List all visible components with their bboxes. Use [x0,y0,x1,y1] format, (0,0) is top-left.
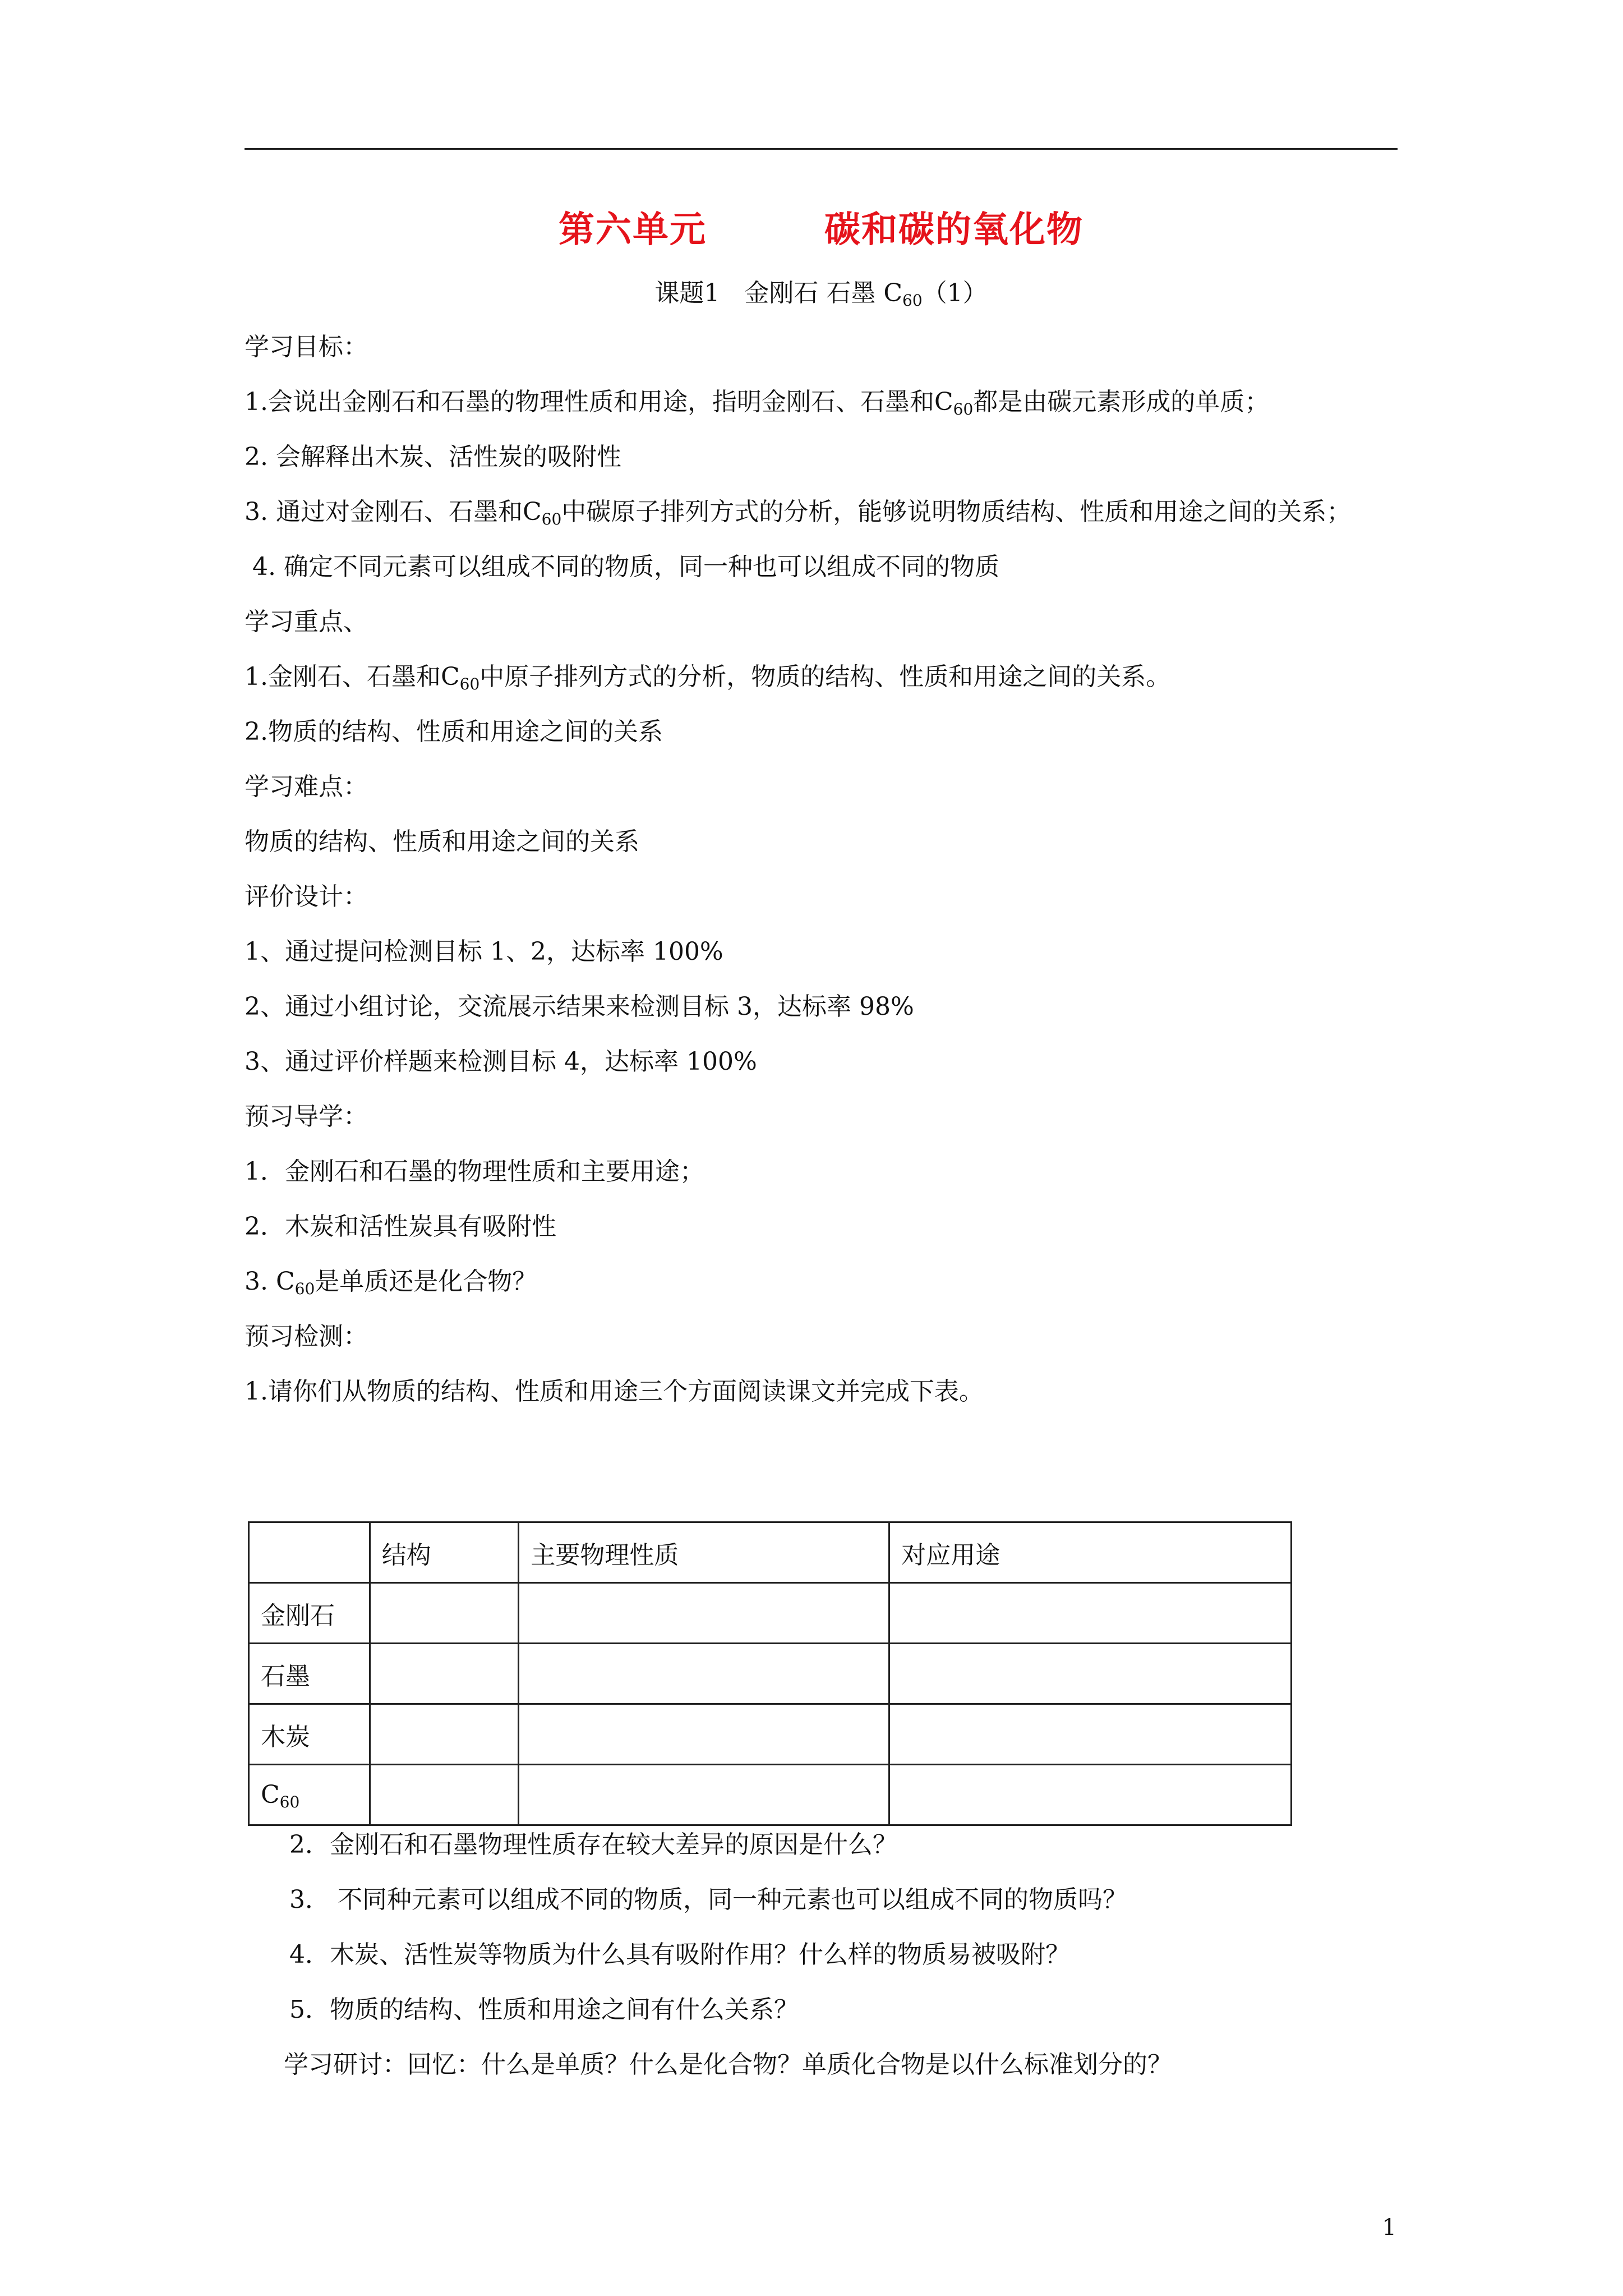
study-discussion: 学习研讨：回忆：什么是单质？什么是化合物？单质化合物是以什么标准划分的？ [284,2050,1172,2079]
question-2: 2．金刚石和石墨物理性质存在较大差异的原因是什么？ [289,1830,897,1859]
table-row [249,1583,1292,1644]
key-point-1: 1.金刚石、石墨和$C_{60}$中原子排列方式的分析，物质的结构、性质和用途之间的关系。 [245,662,1171,693]
title-topic: 碳和碳的氧化物 [824,209,1083,251]
preview-item-2: 2．木炭和活性炭具有吸附性 [245,1212,556,1241]
preview-item-3: 3. $C_{60}$是单质还是化合物？ [245,1267,537,1298]
goal-item-3: 3. 通过对金刚石、石墨和$C_{60}$中碳原子排列方式的分析，能够说明物质结构、性质和用途之间的关系； [245,498,1352,528]
table-row [249,1765,1292,1825]
header-rule [245,148,1398,150]
difficulties-heading: 学习难点： [245,772,368,801]
question-5: 5．物质的结构、性质和用途之间有什么关系？ [289,1995,799,2024]
row-label: $C_{60}$ [249,1765,370,1825]
table-header-cell: 对应用途 [889,1522,1292,1583]
check-heading: 预习检测： [245,1322,368,1351]
properties-table [248,1521,1292,1826]
table-row [249,1644,1292,1704]
table-header-row [249,1522,1292,1583]
title-unit: 第六单元 [559,209,707,251]
evaluation-item-2: 2、通过小组讨论，交流展示结果来检测目标 3，达标率 98% [245,992,914,1021]
difficulty-1: 物质的结构、性质和用途之间的关系 [245,827,639,856]
question-4: 4．木炭、活性炭等物质为什么具有吸附作用？什么样的物质易被吸附？ [289,1940,1070,1969]
preview-item-1: 1．金刚石和石墨的物理性质和主要用途； [245,1157,704,1186]
table-row [249,1704,1292,1765]
key-points-heading: 学习重点、 [245,608,368,636]
document-body [245,320,1398,1419]
page-number: 1 [1382,2215,1396,2240]
row-label: 木炭 [249,1704,370,1765]
table-header-cell: 主要物理性质 [519,1522,889,1583]
page-title [245,201,1398,252]
table-header-cell: 结构 [370,1522,519,1583]
lesson-subtitle: 课题1 金刚石 石墨 $C_{60}(1)$ [654,279,988,310]
row-label: 石墨 [249,1644,370,1704]
evaluation-heading: 评价设计： [245,882,368,911]
row-label: 金刚石 [249,1583,370,1644]
goal-item-1: 1.会说出金刚石和石墨的物理性质和用途，指明金刚石、石墨和$C_{60}$都是由碳元素形成的单质； [245,388,1270,418]
goals-heading: 学习目标： [245,333,368,361]
check-item-1: 1.请你们从物质的结构、性质和用途三个方面阅读课文并完成下表。 [245,1377,984,1406]
preview-heading: 预习导学： [245,1102,368,1131]
evaluation-item-3: 3、通过评价样题来检测目标 4，达标率 100% [245,1047,757,1076]
question-3: 3． 不同种元素可以组成不同的物质，同一种元素也可以组成不同的物质吗？ [289,1885,1127,1914]
key-point-2: 2.物质的结构、性质和用途之间的关系 [245,717,663,746]
table-header-cell [249,1522,370,1583]
questions-section [245,1818,1398,2092]
goal-item-2: 2. 会解释出木炭、活性炭的吸附性 [245,443,621,471]
goal-item-4: 4. 确定不同元素可以组成不同的物质，同一种也可以组成不同的物质 [252,553,999,581]
evaluation-item-1: 1、通过提问检测目标 1、2，达标率 100% [245,937,723,966]
